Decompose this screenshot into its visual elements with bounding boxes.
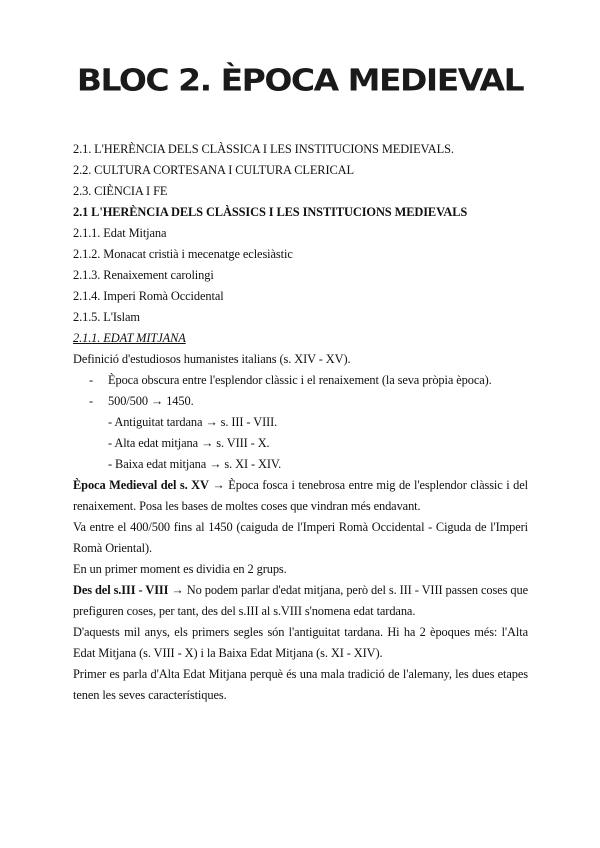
paragraph-lead: Època Medieval del s. XV — [73, 478, 209, 492]
index-item: 2.3. CIÈNCIA I FE — [73, 184, 168, 198]
definition-text: Definició d'estudiosos humanistes italians (s. XIV - XV). — [73, 352, 351, 366]
bullet-dash: - — [89, 394, 94, 408]
subindex-item: 2.1.4. Imperi Romà Occidental — [73, 289, 224, 303]
paragraph-late-antiquity — [73, 580, 528, 622]
paragraph-thousand-years: D'aquests mil anys, els primers segles són l'antiguitat tardana. Hi ha 2 èpoques més: l'Alta Edat Mitjana (s. VIII - X) i la Baixa Edat Mitjana (s. XI - XIV). — [73, 625, 528, 660]
subindex-item: 2.1.5. L'Islam — [73, 310, 140, 324]
paragraph-high-middle-ages: Primer es parla d'Alta Edat Mitjana perquè és una mala tradició de l'alemany, les dues etapes tenen les seves característiques. — [73, 667, 528, 702]
bullet-dash: - — [89, 373, 94, 387]
paragraph-date-range: Va entre el 400/500 fins al 1450 (caiguda de l'Imperi Romà Occidental - Ciguda de l'Imperi Romà Oriental). — [73, 520, 528, 555]
sub-bullet-item: - Baixa edat mitjana → s. XI - XIV. — [108, 457, 282, 471]
sub-bullet-item: - Alta edat mitjana → s. VIII - X. — [108, 436, 270, 450]
subsection-heading: 2.1.1. EDAT MITJANA — [73, 331, 186, 345]
bullet-text: 500/500 → 1450. — [108, 394, 194, 408]
paragraph-text: → Època fosca i tenebrosa entre mig de l'esplendor clàssic i del renaixement. Posa les bases de moltes coses que vindran més endavant. — [73, 478, 528, 513]
paragraph-lead: Des del s.III - VIII — [73, 583, 169, 597]
paragraph-medieval-era — [73, 475, 528, 517]
paragraph-groups: En un primer moment es dividia en 2 grups. — [73, 562, 287, 576]
paragraph-text: → No podem parlar d'edat mitjana, però del s. III - VIII passen coses que prefiguren coses, per tant, des del s.III al s.VIII s'nomena edat tardana. — [73, 583, 528, 618]
index-item: 2.2. CULTURA CORTESANA I CULTURA CLERICAL — [73, 163, 354, 177]
sub-bullet-item: - Antiguitat tardana → s. III - VIII. — [108, 415, 278, 429]
subindex-item: 2.1.1. Edat Mitjana — [73, 226, 167, 240]
index-item: 2.1. L'HERÈNCIA DELS CLÀSSICA I LES INSTITUCIONS MEDIEVALS. — [73, 142, 454, 156]
section-heading: 2.1 L'HERÈNCIA DELS CLÀSSICS I LES INSTITUCIONS MEDIEVALS — [73, 205, 468, 219]
document-body — [73, 139, 528, 706]
bullet-item — [73, 391, 528, 412]
subindex-item: 2.1.3. Renaixement carolingi — [73, 268, 214, 282]
bullet-item — [73, 370, 528, 391]
bullet-text: Època obscura entre l'esplendor clàssic i el renaixement (la seva pròpia època). — [108, 373, 492, 387]
subindex-item: 2.1.2. Monacat cristià i mecenatge eclesiàstic — [73, 247, 293, 261]
page-title: BLOC 2. ÈPOCA MEDIEVAL — [76, 62, 524, 98]
